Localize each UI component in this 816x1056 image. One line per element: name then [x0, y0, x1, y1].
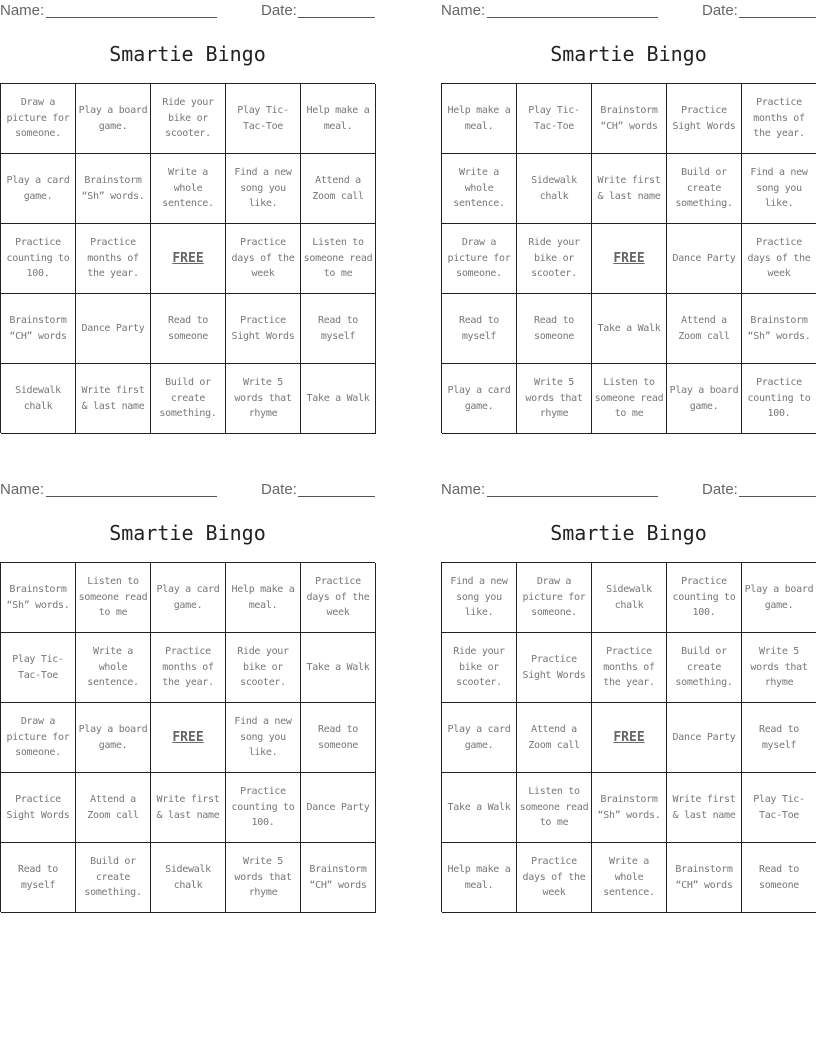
bingo-cell[interactable]: Play Tic-Tac-Toe: [226, 84, 301, 154]
date-label: Date:: [261, 2, 297, 19]
bingo-cell[interactable]: Find a new song you like.: [226, 703, 301, 773]
date-line[interactable]: [739, 496, 816, 497]
bingo-cell[interactable]: Ride your bike or scooter.: [517, 224, 592, 294]
bingo-cell[interactable]: Play a board game.: [76, 84, 151, 154]
bingo-cell[interactable]: Practice Sight Words: [226, 294, 301, 364]
bingo-cell[interactable]: Listen to someone read to me: [301, 224, 376, 294]
bingo-cell[interactable]: Listen to someone read to me: [76, 563, 151, 633]
bingo-cell[interactable]: Attend a Zoom call: [517, 703, 592, 773]
bingo-cell[interactable]: Play a card game.: [1, 154, 76, 224]
bingo-cell[interactable]: Attend a Zoom call: [76, 773, 151, 843]
bingo-cell[interactable]: Write 5 words that rhyme: [226, 364, 301, 434]
bingo-cell[interactable]: Play Tic-Tac-Toe: [517, 84, 592, 154]
bingo-cell[interactable]: Read to someone: [151, 294, 226, 364]
bingo-cell[interactable]: Write first & last name: [151, 773, 226, 843]
bingo-cell[interactable]: Listen to someone read to me: [517, 773, 592, 843]
bingo-cell[interactable]: Sidewalk chalk: [151, 843, 226, 913]
bingo-cell[interactable]: Practice months of the year.: [592, 633, 667, 703]
bingo-cell[interactable]: Take a Walk: [301, 364, 376, 434]
bingo-cell[interactable]: Brainstorm “Sh” words.: [1, 563, 76, 633]
bingo-cell[interactable]: Attend a Zoom call: [667, 294, 742, 364]
free-space[interactable]: FREE: [151, 703, 226, 773]
card-title: Smartie Bingo: [550, 521, 707, 545]
bingo-cell[interactable]: Play a card game.: [442, 703, 517, 773]
bingo-cell[interactable]: Practice Sight Words: [517, 633, 592, 703]
date-line[interactable]: [739, 17, 816, 18]
bingo-cell[interactable]: Listen to someone read to me: [592, 364, 667, 434]
bingo-cell[interactable]: Write first & last name: [592, 154, 667, 224]
bingo-cell[interactable]: Practice months of the year.: [76, 224, 151, 294]
bingo-cell[interactable]: Write first & last name: [667, 773, 742, 843]
bingo-cell[interactable]: Play a board game.: [76, 703, 151, 773]
bingo-cell[interactable]: Play a board game.: [667, 364, 742, 434]
bingo-cell[interactable]: Dance Party: [76, 294, 151, 364]
bingo-cell[interactable]: Read to someone: [742, 843, 816, 913]
bingo-cell[interactable]: Brainstorm “CH” words: [592, 84, 667, 154]
bingo-cell[interactable]: Find a new song you like.: [226, 154, 301, 224]
name-label: Name:: [0, 2, 45, 19]
bingo-cell[interactable]: Practice months of the year.: [742, 84, 816, 154]
free-space[interactable]: FREE: [592, 224, 667, 294]
bingo-cell[interactable]: Read to someone: [301, 703, 376, 773]
bingo-cell[interactable]: Take a Walk: [442, 773, 517, 843]
bingo-cell[interactable]: Help make a meal.: [442, 84, 517, 154]
bingo-cell[interactable]: Ride your bike or scooter.: [226, 633, 301, 703]
card-header: [0, 479, 375, 501]
bingo-cell[interactable]: Write a whole sentence.: [76, 633, 151, 703]
card-header: [441, 0, 816, 22]
bingo-cell[interactable]: Practice Sight Words: [1, 773, 76, 843]
bingo-cell[interactable]: Help make a meal.: [442, 843, 517, 913]
bingo-cell[interactable]: Practice counting to 100.: [1, 224, 76, 294]
date-line[interactable]: [298, 496, 375, 497]
bingo-cell[interactable]: Brainstorm “Sh” words.: [742, 294, 816, 364]
bingo-cell[interactable]: Take a Walk: [301, 633, 376, 703]
card-header: [0, 0, 375, 22]
free-space[interactable]: FREE: [151, 224, 226, 294]
bingo-cell[interactable]: Ride your bike or scooter.: [442, 633, 517, 703]
bingo-cell[interactable]: Write a whole sentence.: [592, 843, 667, 913]
bingo-cell[interactable]: Practice Sight Words: [667, 84, 742, 154]
bingo-cell[interactable]: Write 5 words that rhyme: [226, 843, 301, 913]
bingo-cell[interactable]: Draw a picture for someone.: [1, 703, 76, 773]
bingo-cell[interactable]: Read to myself: [301, 294, 376, 364]
bingo-cell[interactable]: Help make a meal.: [301, 84, 376, 154]
bingo-cell[interactable]: Practice days of the week: [226, 224, 301, 294]
bingo-cell[interactable]: Find a new song you like.: [442, 563, 517, 633]
bingo-cell[interactable]: Brainstorm “CH” words: [667, 843, 742, 913]
bingo-cell[interactable]: Play Tic-Tac-Toe: [742, 773, 816, 843]
bingo-cell[interactable]: Practice counting to 100.: [742, 364, 816, 434]
bingo-cell[interactable]: Write first & last name: [76, 364, 151, 434]
bingo-cell[interactable]: Play a card game.: [151, 563, 226, 633]
date-label: Date:: [702, 2, 738, 19]
card-title: Smartie Bingo: [550, 42, 707, 66]
bingo-cell[interactable]: Draw a picture for someone.: [517, 563, 592, 633]
name-label: Name:: [441, 481, 486, 498]
name-label: Name:: [0, 481, 45, 498]
bingo-cell[interactable]: Play Tic-Tac-Toe: [1, 633, 76, 703]
date-line[interactable]: [298, 17, 375, 18]
bingo-cell[interactable]: Read to myself: [742, 703, 816, 773]
name-line[interactable]: [46, 17, 217, 18]
bingo-cell[interactable]: Dance Party: [667, 224, 742, 294]
date-label: Date:: [702, 481, 738, 498]
card-title: Smartie Bingo: [109, 42, 266, 66]
bingo-cell[interactable]: Sidewalk chalk: [517, 154, 592, 224]
bingo-cell[interactable]: Brainstorm “Sh” words.: [76, 154, 151, 224]
bingo-cell[interactable]: Write a whole sentence.: [442, 154, 517, 224]
bingo-grid: [0, 83, 375, 433]
bingo-cell[interactable]: Practice days of the week: [517, 843, 592, 913]
bingo-grid: [0, 562, 375, 912]
bingo-cell[interactable]: Brainstorm “CH” words: [301, 843, 376, 913]
card-header: [441, 479, 816, 501]
bingo-cell[interactable]: Ride your bike or scooter.: [151, 84, 226, 154]
bingo-cell[interactable]: Help make a meal.: [226, 563, 301, 633]
bingo-cell[interactable]: Practice months of the year.: [151, 633, 226, 703]
bingo-cell[interactable]: Dance Party: [667, 703, 742, 773]
bingo-cell[interactable]: Practice days of the week: [742, 224, 816, 294]
bingo-cell[interactable]: Write 5 words that rhyme: [742, 633, 816, 703]
free-space[interactable]: FREE: [592, 703, 667, 773]
bingo-grid: [441, 562, 816, 912]
bingo-cell[interactable]: Read to myself: [442, 294, 517, 364]
name-line[interactable]: [487, 17, 658, 18]
bingo-cell[interactable]: Read to myself: [1, 843, 76, 913]
bingo-cell[interactable]: Draw a picture for someone.: [442, 224, 517, 294]
bingo-cell[interactable]: Practice counting to 100.: [667, 563, 742, 633]
bingo-cell[interactable]: Play a card game.: [442, 364, 517, 434]
bingo-cell[interactable]: Sidewalk chalk: [1, 364, 76, 434]
bingo-cell[interactable]: Sidewalk chalk: [592, 563, 667, 633]
bingo-cell[interactable]: Brainstorm “CH” words: [1, 294, 76, 364]
card-title: Smartie Bingo: [109, 521, 266, 545]
bingo-cell[interactable]: Practice days of the week: [301, 563, 376, 633]
bingo-cell[interactable]: Build or create something.: [667, 633, 742, 703]
bingo-grid: [441, 83, 816, 433]
bingo-cell[interactable]: Take a Walk: [592, 294, 667, 364]
bingo-cell[interactable]: Build or create something.: [667, 154, 742, 224]
bingo-cell[interactable]: Find a new song you like.: [742, 154, 816, 224]
bingo-cell[interactable]: Dance Party: [301, 773, 376, 843]
bingo-cell[interactable]: Build or create something.: [151, 364, 226, 434]
date-label: Date:: [261, 481, 297, 498]
bingo-cell[interactable]: Attend a Zoom call: [301, 154, 376, 224]
bingo-cell[interactable]: Brainstorm “Sh” words.: [592, 773, 667, 843]
bingo-cell[interactable]: Write 5 words that rhyme: [517, 364, 592, 434]
name-line[interactable]: [487, 496, 658, 497]
name-line[interactable]: [46, 496, 217, 497]
name-label: Name:: [441, 2, 486, 19]
bingo-cell[interactable]: Write a whole sentence.: [151, 154, 226, 224]
bingo-cell[interactable]: Build or create something.: [76, 843, 151, 913]
bingo-cell[interactable]: Draw a picture for someone.: [1, 84, 76, 154]
bingo-cell[interactable]: Read to someone: [517, 294, 592, 364]
bingo-cell[interactable]: Play a board game.: [742, 563, 816, 633]
bingo-cell[interactable]: Practice counting to 100.: [226, 773, 301, 843]
